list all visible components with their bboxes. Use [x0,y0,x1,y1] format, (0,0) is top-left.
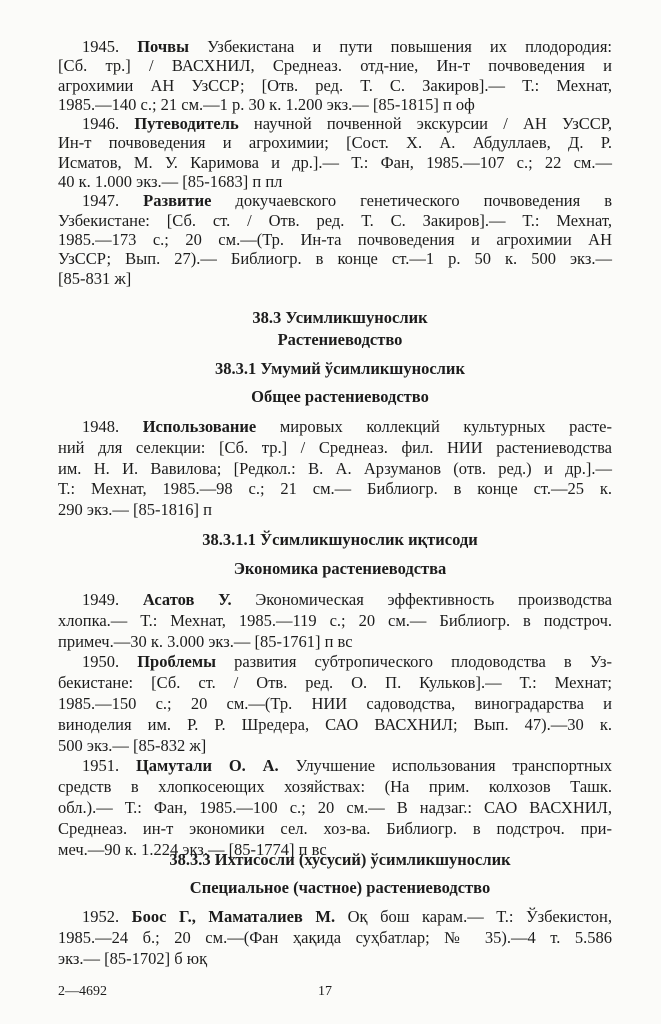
entry-line: Т.: Мехнат, 1985.—98 с.; 21 см.— Библиогр. в конце ст.—25 к. [58,479,612,499]
subsubsection-heading-uz: 38.3.1.1 Ўсимликшунослик иқтисоди [202,530,478,549]
entry-number: 1951. [82,756,120,776]
entry-line: 1985.—140 с.; 21 см.—1 р. 30 к. 1.200 экз.— [85-1815] п оф [58,94,475,114]
entry-line: 1985.—173 с.; 20 см.—(Тр. Ин-та почвоведения и агрохимии АН [58,229,612,249]
entry-line [58,590,612,611]
entry-line: Исматов, М. У. Каримова и др.].— Т.: Фан, 1985.—107 с.; 22 см.— [58,152,612,172]
bibliography-entry [58,907,612,969]
entry-text: научной почвенной экскурсии / АН УзССР, [238,114,613,134]
entry-line [58,191,612,210]
entry-line: экз.— [85-1702] б юқ [58,948,208,968]
printer-signature: 2—4692 [58,984,107,999]
entry-line: 1985.—24 б.; 20 см.—(Фан ҳақида суҳбатлар; № 35).—4 т. 5.586 [58,927,612,947]
entry-line: им. Н. И. Вавилова; [Редкол.: В. А. Арзуманов (отв. ред.) и др.].— [58,458,612,478]
entries-group-d [58,907,612,969]
entry-line: агрохимии АН УзССР; [Отв. ред. Т. С. Закиров].— Т.: Мехнат, [58,75,612,95]
entry-line: Ин-т почвоведения и агрохимии; [Сост. Х. А. Абдуллаев, Д. Р. [58,133,612,153]
entries-group-b [58,417,612,521]
subsection-heading-ru: Общее растениеводство [251,387,429,406]
bibliography-entry [58,417,612,521]
entry-line: ний для селекции: [Сб. тр.] / Среднеаз. фил. НИИ растениеводства [58,437,612,457]
entry-text: Узбекистана и пути повышения их плодородия: [188,37,613,56]
entry-number: 1952. [82,907,120,926]
section-heading-uz: 38.3 Усимликшунослик [252,308,428,327]
page-number: 17 [318,984,332,999]
bibliography-entry [58,756,612,860]
entries-group-a [58,37,612,288]
entry-text: докучаевского генетического почвоведения в [211,191,612,211]
entry-number: 1950. [82,652,120,672]
entry-title-bold: Развитие [143,191,212,211]
subsection-heading-uz-2: 38.3.3 Ихтисосли (хусусий) ўсимликшунослик [169,850,511,869]
entry-title-bold: Асатов У. [142,590,232,609]
subsection-heading-uz: 38.3.1 Умумий ўсимликшунослик [215,359,465,378]
entry-line: УзССР; Вып. 27).— Библиогр. в конце ст.—1 р. 50 к. 500 экз.— [58,249,612,269]
entry-number: 1946. [82,114,120,134]
entry-line: хлопка.— Т.: Мехнат, 1985.—119 с.; 20 см.— Библиогр. в подстроч. [58,610,612,630]
entry-title-bold: Боос Г., Маматалиев М. [131,907,336,926]
entries-group-c [58,590,612,860]
entry-title-bold: Использование [142,417,257,436]
entry-text: мировых коллекций культурных расте- [256,417,612,436]
entry-line: Узбекистане: [Сб. ст. / Отв. ред. Т. С. Закиров].— Т.: Мехнат, [58,210,612,230]
entry-number: 1948. [82,417,120,436]
bibliography-entry [58,114,612,191]
subsubsection-heading-ru: Экономика растениеводства [233,559,447,578]
entry-title-bold: Почвы [137,37,189,56]
entry-line: 40 к. 1.000 экз.— [85-1683] п пл [58,172,283,192]
entry-number: 1947. [82,191,120,211]
entry-line [58,652,612,673]
entry-text: Оқ бош карам.— Т.: Ўзбекистон, [335,907,613,926]
entry-line: [Сб. тр.] / ВАСХНИЛ, Среднеаз. отд-ние, Ин-т почвоведения и [58,56,612,76]
entry-line: обл.).— Т.: Фан, 1985.—100 с.; 20 см.— В надзаг.: САО ВАСХНИЛ, [58,797,612,817]
entry-title-bold: Цамутали О. А. [135,756,279,776]
entry-line [58,114,612,133]
bibliography-entry [58,191,612,287]
entry-text: Экономическая эффективность производства [231,590,612,609]
bibliography-entry [58,590,612,652]
entry-line: примеч.—30 к. 3.000 экз.— [85-1761] п вс [58,631,353,651]
entry-line: 500 экз.— [85-832 ж] [58,735,207,755]
entry-title-bold: Проблемы [137,652,217,672]
entry-line [58,417,612,438]
entry-line [58,37,612,56]
entry-line: Среднеаз. ин-т экономики сел. хоз-ва. Библиогр. в подстроч. при- [58,818,612,838]
entry-line: средств в хлопкосеющих хозяйствах: (На прим. колхозов Ташк. [58,777,612,797]
entry-line: виноделия им. Р. Р. Шредера, САО ВАСХНИЛ; Вып. 47).—30 к. [58,714,612,734]
bibliography-entry [58,37,612,114]
entry-line [58,756,612,777]
entry-line: [85-831 ж] [58,268,132,288]
entry-text: развития субтропического плодоводства в Уз- [216,652,613,672]
entry-line: 1985.—150 с.; 20 см.—(Тр. НИИ садоводства, виноградарства и [58,693,612,713]
subsection-heading-ru-2: Специальное (частное) растениеводство [189,878,491,897]
entry-line: меч.—90 к. 1.224 экз.— [85-1774] п вс [58,839,327,859]
entry-line: 290 экз.— [85-1816] п [58,500,212,520]
entry-line: бекистане: [Сб. ст. / Отв. ред. О. П. Кульков].— Т.: Мехнат; [58,673,612,693]
entry-text: Улучшение использования транспортных [278,756,613,776]
bibliography-entry [58,652,612,756]
entry-title-bold: Путеводитель [134,114,239,134]
entry-number: 1945. [82,37,120,56]
entry-number: 1949. [82,590,120,609]
section-heading-ru: Растениеводство [277,330,403,349]
entry-line [58,907,612,928]
